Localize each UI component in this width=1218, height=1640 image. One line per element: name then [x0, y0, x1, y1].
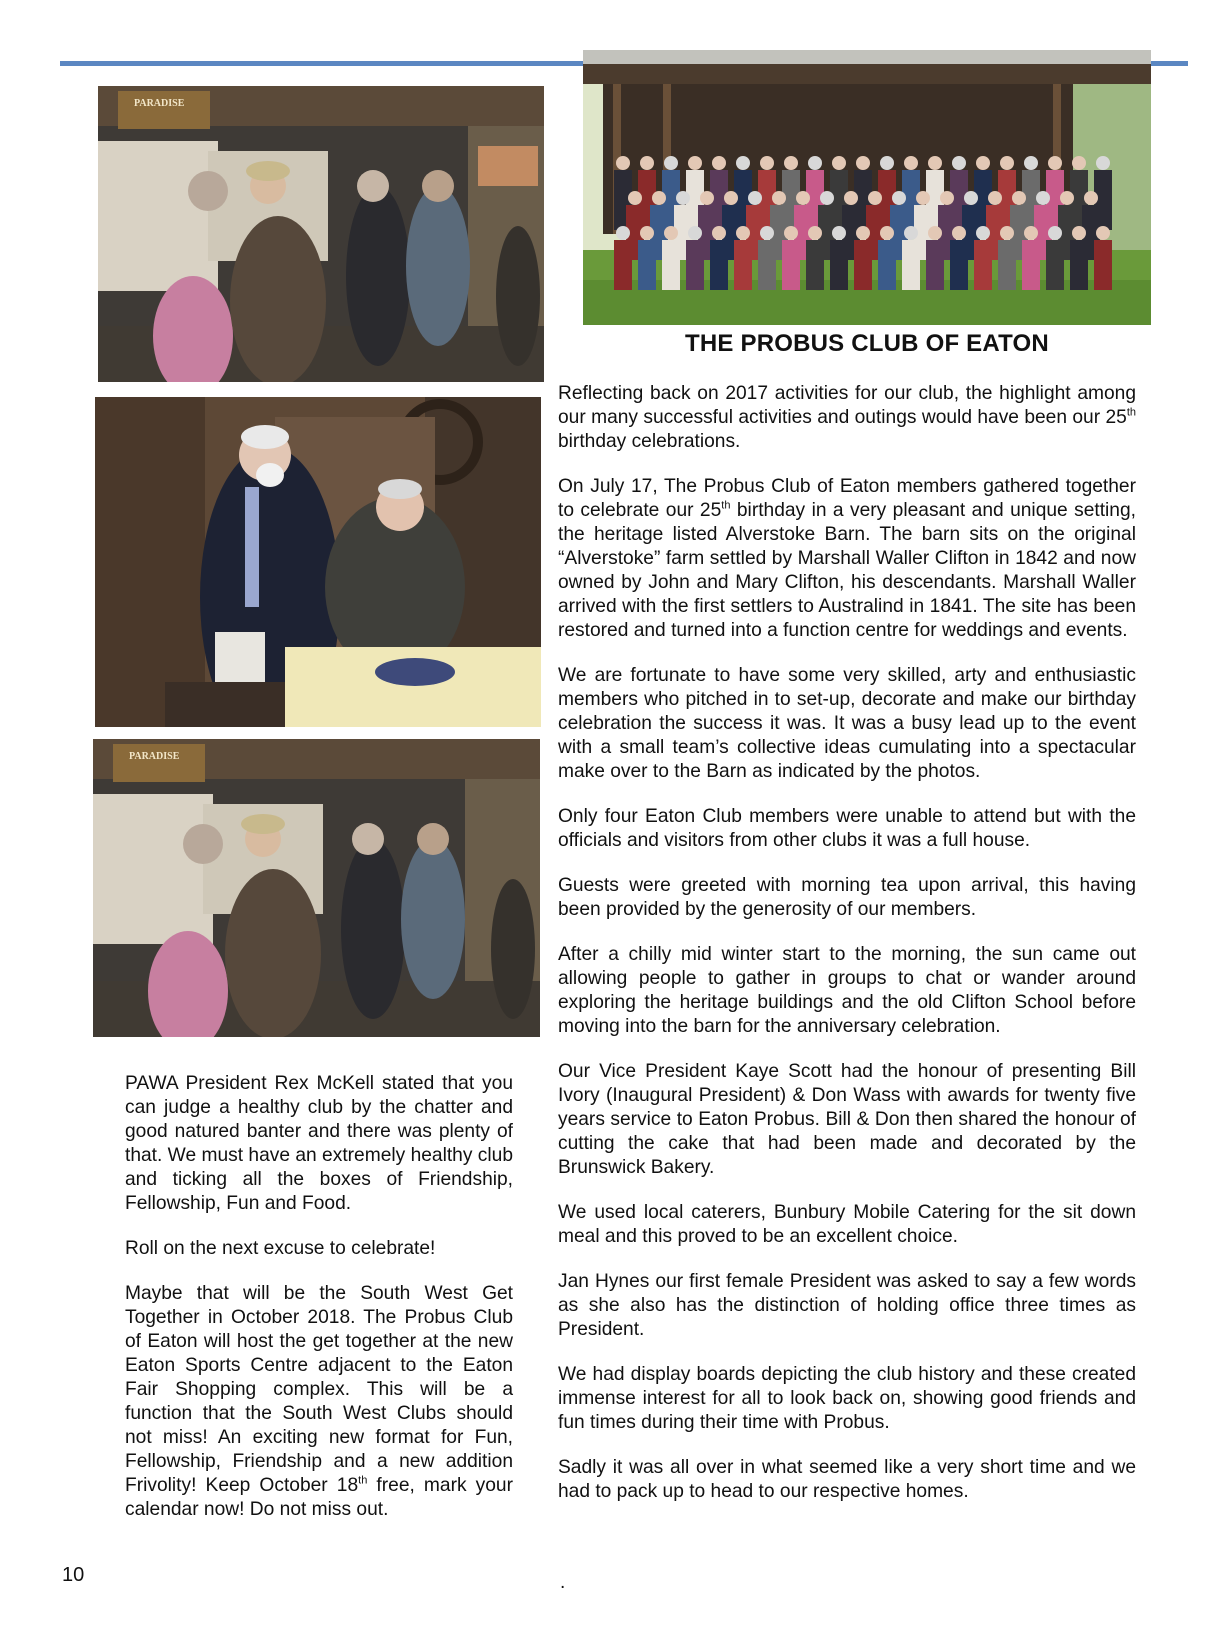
- crowd-figure: [686, 240, 704, 290]
- crowd-head: [1036, 191, 1050, 205]
- crowd-figure: [830, 240, 848, 290]
- crowd-figure: [998, 240, 1016, 290]
- paragraph: We had display boards depicting the club history and these created immense interest for all to look back on, showing good friends and fun times during their time with Probus.: [558, 1364, 1136, 1433]
- crowd-figure: [782, 240, 800, 290]
- crowd-head: [760, 156, 774, 170]
- crowd-head: [1000, 226, 1014, 240]
- crowd-head: [1072, 226, 1086, 240]
- crowd-head: [1000, 156, 1014, 170]
- crowd-figure: [806, 240, 824, 290]
- paragraph: After a chilly mid winter start to the morning, the sun came out allowing people to gather in groups to chat or wander around exploring the heritage buildings and the old Clifton School before moving into the barn for the anniversary celebration.: [558, 944, 1136, 1037]
- crowd-head: [964, 191, 978, 205]
- crowd-head: [808, 226, 822, 240]
- paragraph: Jan Hynes our first female President was asked to say a few words as she also has the distinction of holding office three times as President.: [558, 1271, 1136, 1340]
- crowd-figure: [878, 240, 896, 290]
- crowd-head: [760, 226, 774, 240]
- crowd-head: [844, 191, 858, 205]
- crowd-head: [880, 156, 894, 170]
- crowd-head: [952, 226, 966, 240]
- crowd-head: [988, 191, 1002, 205]
- crowd-figure: [1046, 240, 1064, 290]
- paragraph: Roll on the next excuse to celebrate!: [125, 1238, 436, 1259]
- crowd-head: [784, 156, 798, 170]
- cake-cutting-photo: [95, 397, 541, 727]
- crowd-figure: [734, 240, 752, 290]
- paradise-sign-text: PARADISE: [129, 751, 180, 762]
- crowd-figure: [638, 240, 656, 290]
- paragraph: Only four Eaton Club members were unable to attend but with the officials and visitors from other clubs it was a full house.: [558, 806, 1136, 851]
- crowd-figure: [614, 240, 632, 290]
- paragraph: Maybe that will be the South West Get Together in October 2018. The Probus Club of Eaton will host the get together at the new Eaton Sports Centre adjacent to the Eaton Fair Shopping complex. This will be a function that the South West Clubs should not miss! An exciting new format for Fun, Fellowship, Friendship and a new addition Frivolity! Keep October 18th free, mark your calendar now! Do not miss out.: [125, 1283, 513, 1520]
- crowd-head: [688, 156, 702, 170]
- crowd-head: [1012, 191, 1026, 205]
- crowd-head: [808, 156, 822, 170]
- crowd-figure: [1022, 240, 1040, 290]
- crowd-head: [856, 156, 870, 170]
- crowd-head: [664, 156, 678, 170]
- crowd-head: [1048, 156, 1062, 170]
- display-boards-photo-1: [98, 86, 544, 382]
- crowd-head: [676, 191, 690, 205]
- crowd-head: [736, 156, 750, 170]
- article-heading: THE PROBUS CLUB OF EATON: [685, 330, 1049, 357]
- crowd-figure: [758, 240, 776, 290]
- paradise-sign-text: PARADISE: [134, 98, 185, 109]
- paragraph: On July 17, The Probus Club of Eaton members gathered together to celebrate our 25th birthday in a very pleasant and unique setting, the heritage listed Alverstoke Barn. The barn sits on the original “Alverstoke” farm settled by Marshall Waller Clifton in 1842 and now owned by John and Mary Clifton, his descendants. Marshall Waller arrived with the first settlers to Australind in 1841. The site has been restored and turned into a function centre for weddings and events.: [558, 476, 1136, 641]
- crowd-head: [940, 191, 954, 205]
- crowd-head: [952, 156, 966, 170]
- left-column: [125, 1072, 513, 1543]
- paragraph: Sadly it was all over in what seemed like a very short time and we had to pack up to head to our respective homes.: [558, 1457, 1136, 1502]
- display-boards-photo-icon: [98, 86, 544, 382]
- crowd-head: [688, 226, 702, 240]
- crowd-head: [856, 226, 870, 240]
- crowd-figure: [974, 240, 992, 290]
- crowd-head: [1024, 156, 1038, 170]
- crowd-figure: [662, 240, 680, 290]
- crowd-head: [928, 156, 942, 170]
- crowd-head: [748, 191, 762, 205]
- paragraph: PAWA President Rex McKell stated that you can judge a healthy club by the chatter and good natured banter and there was plenty of that. We must have an extremely healthy club and ticking all the boxes of Friendship, Fellowship, Fun and Food.: [125, 1073, 513, 1214]
- crowd-head: [868, 191, 882, 205]
- crowd-figure: [710, 240, 728, 290]
- trailing-mark: .: [560, 1572, 566, 1593]
- crowd-head: [616, 226, 630, 240]
- crowd-head: [1096, 226, 1110, 240]
- crowd-head: [784, 226, 798, 240]
- crowd-figure: [1094, 240, 1112, 290]
- crowd-head: [892, 191, 906, 205]
- group-photo: [583, 50, 1151, 325]
- paragraph: We are fortunate to have some very skilled, arty and enthusiastic members who pitched in to set-up, decorate and make our birthday celebration the success it was. It was a busy lead up to the event with a small team’s collective ideas cumulating into a spectacular make over to the Barn as indicated by the photos.: [558, 665, 1136, 782]
- crowd-figure: [854, 240, 872, 290]
- crowd-head: [712, 226, 726, 240]
- crowd-head: [916, 191, 930, 205]
- crowd-head: [1048, 226, 1062, 240]
- crowd-head: [628, 191, 642, 205]
- cake-cutting-photo-icon: [95, 397, 541, 727]
- crowd-figure: [950, 240, 968, 290]
- crowd-head: [832, 226, 846, 240]
- crowd-head: [640, 156, 654, 170]
- crowd-head: [700, 191, 714, 205]
- crowd-head: [772, 191, 786, 205]
- display-boards-photo-icon: [93, 739, 540, 1037]
- crowd-head: [640, 226, 654, 240]
- crowd-head: [736, 226, 750, 240]
- paragraph: Reflecting back on 2017 activities for our club, the highlight among our many successful activities and outings would have been our 25th birthday celebrations.: [558, 383, 1136, 452]
- paragraph: Our Vice President Kaye Scott had the honour of presenting Bill Ivory (Inaugural President) & Don Wass with awards for twenty five years service to Eaton Probus. Bill & Don then shared the honour of cutting the cake that had been made and decorated by the Brunswick Bakery.: [558, 1061, 1136, 1178]
- crowd-head: [1084, 191, 1098, 205]
- crowd-head: [1096, 156, 1110, 170]
- crowd-figure: [902, 240, 920, 290]
- crowd-head: [820, 191, 834, 205]
- crowd-head: [712, 156, 726, 170]
- crowd-head: [616, 156, 630, 170]
- crowd-head: [1072, 156, 1086, 170]
- crowd-head: [832, 156, 846, 170]
- crowd-head: [928, 226, 942, 240]
- crowd-head: [1060, 191, 1074, 205]
- crowd-head: [880, 226, 894, 240]
- crowd-head: [976, 156, 990, 170]
- right-column: [558, 382, 1136, 1525]
- crowd-head: [664, 226, 678, 240]
- crowd-head: [904, 226, 918, 240]
- header-rule-right: [1150, 61, 1188, 66]
- crowd-figure: [1070, 240, 1088, 290]
- crowd-head: [652, 191, 666, 205]
- crowd-head: [1024, 226, 1038, 240]
- crowd-head: [976, 226, 990, 240]
- paragraph: Guests were greeted with morning tea upon arrival, this having been provided by the generosity of our members.: [558, 875, 1136, 920]
- header-rule-left: [60, 61, 584, 66]
- crowd-head: [724, 191, 738, 205]
- page-number: 10: [62, 1564, 85, 1586]
- group-photo-icon: [583, 50, 1151, 325]
- display-boards-photo-2: [93, 739, 540, 1037]
- crowd-figure: [926, 240, 944, 290]
- crowd-head: [904, 156, 918, 170]
- paragraph: We used local caterers, Bunbury Mobile Catering for the sit down meal and this proved to be an excellent choice.: [558, 1202, 1136, 1247]
- crowd-head: [796, 191, 810, 205]
